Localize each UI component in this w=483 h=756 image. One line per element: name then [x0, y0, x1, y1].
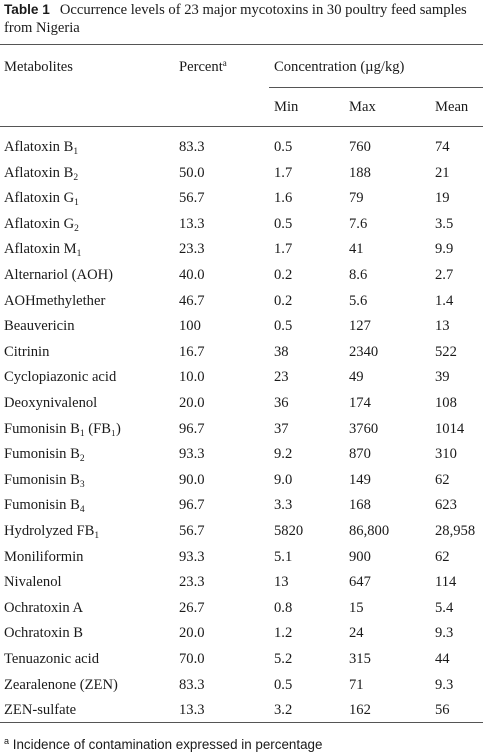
- metabolite-name-text: Fumonisin B: [4, 420, 80, 437]
- cell-max: 315: [349, 651, 371, 667]
- header-metabolites: Metabolites: [4, 59, 73, 75]
- cell-max: 168: [349, 497, 371, 514]
- metabolite-name: [4, 368, 116, 386]
- cell-mean: 62: [435, 471, 450, 488]
- metabolite-subscript: 2: [73, 172, 79, 183]
- table-caption-text: Occurrence levels of 23 major mycotoxins in 30 poultry feed samples from Nigeria: [4, 2, 467, 36]
- cell-min: 0.5: [274, 215, 293, 232]
- footnote-text: Incidence of contamination expressed in percentage: [12, 737, 323, 752]
- metabolite-name: [4, 599, 83, 617]
- metabolite-name: [4, 343, 49, 361]
- cell-mean: 9.9: [435, 241, 454, 258]
- cell-percent: 13.3: [179, 702, 205, 719]
- metabolite-name: [4, 624, 83, 642]
- cell-min: 0.2: [274, 292, 293, 309]
- cell-min: 1.7: [274, 164, 293, 181]
- metabolite-name-text: Fumonisin B: [4, 497, 80, 514]
- cell-percent: 50.0: [179, 164, 205, 181]
- cell-max: 3760: [349, 420, 379, 437]
- metabolite-name: [4, 164, 78, 182]
- cell-max: 188: [349, 164, 371, 181]
- cell-mean: 13: [435, 318, 450, 335]
- metabolite-name: [4, 317, 75, 335]
- cell-mean: 114: [435, 574, 457, 591]
- cell-max: 8.6: [349, 267, 368, 283]
- metabolite-abbreviation: (FB₁): [84, 420, 121, 437]
- metabolite-name-text: Beauvericin: [4, 318, 75, 335]
- cell-mean: 56: [435, 702, 450, 719]
- metabolite-name: [4, 471, 85, 489]
- metabolite-name: [4, 445, 85, 463]
- cell-percent: 90.0: [179, 471, 205, 488]
- bottom-rule: [0, 722, 483, 723]
- cell-max: 174: [349, 395, 371, 411]
- cell-percent: 56.7: [179, 190, 205, 207]
- metabolite-name: [4, 240, 81, 258]
- cell-mean: 522: [435, 343, 457, 360]
- metabolite-name-text: Aflatoxin B: [4, 139, 74, 155]
- metabolite-name-text: Citrinin: [4, 343, 50, 360]
- metabolite-name-text: Aflatoxin G: [4, 215, 75, 232]
- cell-mean: 44: [435, 651, 450, 667]
- cell-mean: 2.7: [435, 267, 454, 283]
- cell-mean: 5.4: [435, 599, 454, 616]
- cell-max: 5.6: [349, 292, 368, 309]
- cell-percent: 46.7: [179, 292, 205, 309]
- metabolite-name-text: AOHmethylether: [4, 292, 106, 309]
- cell-min: 37: [274, 420, 289, 437]
- metabolite-name: [4, 215, 79, 233]
- cell-mean: 19: [435, 190, 450, 207]
- cell-max: 647: [349, 574, 371, 591]
- metabolite-name: [4, 650, 99, 668]
- cell-min: 1.2: [274, 625, 293, 642]
- cell-percent: 40.0: [179, 267, 205, 283]
- cell-mean: 74: [435, 139, 450, 155]
- cell-mean: 28,958: [435, 523, 476, 539]
- cell-min: 0.8: [274, 599, 293, 616]
- cell-min: 36: [274, 395, 289, 411]
- cell-min: 23: [274, 369, 289, 386]
- metabolite-subscript: 1: [76, 249, 82, 260]
- cell-percent: 70.0: [179, 651, 205, 667]
- cell-max: 49: [349, 369, 364, 386]
- cell-mean: 623: [435, 497, 457, 514]
- header-mean: Mean: [435, 99, 469, 115]
- metabolite-name-text: Deoxynivalenol: [4, 395, 98, 411]
- header-percent: [179, 58, 227, 76]
- metabolite-name: [4, 394, 97, 412]
- cell-percent: 23.3: [179, 241, 205, 258]
- cell-mean: 9.3: [435, 676, 454, 693]
- metabolite-subscript: 1: [73, 147, 79, 157]
- metabolite-name: [4, 266, 113, 284]
- metabolite-name: [4, 292, 105, 310]
- cell-max: 162: [349, 702, 371, 719]
- cell-mean: 3.5: [435, 215, 454, 232]
- cell-percent: 83.3: [179, 676, 205, 693]
- header-min: Min: [274, 99, 299, 115]
- cell-percent: 100: [179, 318, 201, 335]
- cell-mean: 9.3: [435, 625, 454, 642]
- footnote-mark: a: [4, 736, 10, 746]
- cell-min: 0.5: [274, 139, 293, 155]
- metabolite-subscript: 2: [79, 454, 85, 465]
- metabolite-name: [4, 676, 118, 694]
- metabolite-name: [4, 701, 76, 719]
- metabolite-name-text: Aflatoxin M: [4, 241, 77, 258]
- cell-min: 0.5: [274, 676, 293, 693]
- cell-percent: 20.0: [179, 625, 205, 642]
- cell-min: 3.2: [274, 702, 293, 719]
- metabolite-name-text: Tenuazonic acid: [4, 651, 100, 667]
- metabolite-name: [4, 420, 121, 438]
- metabolite-subscript: 2: [74, 223, 79, 234]
- metabolite-name-text: Ochratoxin B: [4, 625, 84, 642]
- cell-mean: 39: [435, 369, 450, 386]
- metabolite-name-text: ZEN-sulfate: [4, 702, 77, 719]
- metabolite-name: [4, 189, 79, 207]
- cell-min: 1.7: [274, 241, 293, 258]
- metabolite-subscript: 1: [94, 531, 100, 541]
- cell-max: 15: [349, 599, 364, 616]
- cell-max: 71: [349, 676, 364, 693]
- header-concentration: Concentration (µg/kg): [274, 59, 405, 75]
- metabolite-name-text: Aflatoxin G: [4, 190, 75, 207]
- cell-min: 13: [274, 574, 289, 591]
- cell-percent: 83.3: [179, 139, 205, 155]
- cell-mean: 1.4: [435, 292, 454, 309]
- cell-max: 127: [349, 318, 371, 335]
- cell-percent: 56.7: [179, 523, 205, 539]
- cell-min: 5.2: [274, 651, 293, 667]
- cell-mean: 21: [435, 164, 450, 181]
- metabolite-name-text: Alternariol (AOH): [4, 267, 114, 283]
- metabolite-subscript: 3: [79, 479, 85, 490]
- cell-max: 900: [349, 548, 371, 565]
- metabolite-name-text: Zearalenone (ZEN): [4, 676, 118, 693]
- metabolite-name-text: Ochratoxin A: [4, 599, 84, 616]
- cell-percent: 20.0: [179, 395, 205, 411]
- cell-min: 9.0: [274, 471, 293, 488]
- header-percent-label: Percent: [179, 59, 223, 75]
- cell-min: 0.2: [274, 267, 293, 283]
- cell-percent: 10.0: [179, 369, 205, 386]
- cell-percent: 23.3: [179, 574, 205, 591]
- metabolite-name-text: Moniliformin: [4, 548, 84, 565]
- cell-min: 9.2: [274, 446, 293, 463]
- cell-mean: 310: [435, 446, 457, 463]
- metabolite-name: [4, 573, 62, 591]
- cell-percent: 96.7: [179, 420, 205, 437]
- cell-max: 24: [349, 625, 364, 642]
- cell-percent: 26.7: [179, 599, 205, 616]
- cell-min: 1.6: [274, 190, 293, 207]
- cell-percent: 13.3: [179, 215, 205, 232]
- metabolite-subscript: 1: [74, 198, 79, 209]
- cell-max: 7.6: [349, 215, 368, 232]
- cell-mean: 1014: [435, 420, 465, 437]
- cell-max: 149: [349, 471, 371, 488]
- metabolite-subscript: 4: [79, 505, 85, 516]
- metabolite-name: [4, 138, 78, 156]
- cell-min: 0.5: [274, 318, 293, 335]
- cell-max: 41: [349, 241, 364, 258]
- cell-max: 2340: [349, 343, 379, 360]
- metabolite-name-text: Cyclopiazonic acid: [4, 369, 117, 386]
- cell-max: 870: [349, 446, 371, 463]
- metabolite-name-text: Aflatoxin B: [4, 164, 74, 181]
- metabolite-name: [4, 496, 85, 514]
- metabolite-name-text: Nivalenol: [4, 574, 62, 591]
- metabolite-name: [4, 522, 99, 540]
- table-label: Table 1: [4, 2, 50, 17]
- cell-min: 3.3: [274, 497, 293, 514]
- header-max: Max: [349, 99, 376, 115]
- metabolite-name-text: Hydrolyzed FB: [4, 523, 95, 539]
- cell-min: 5.1: [274, 548, 293, 565]
- metabolite-name-text: Fumonisin B: [4, 446, 80, 463]
- cell-percent: 16.7: [179, 343, 205, 360]
- table-caption: [4, 1, 478, 37]
- cell-max: 79: [349, 190, 364, 207]
- metabolite-subscript: 1: [79, 428, 85, 439]
- cell-max: 760: [349, 139, 371, 155]
- cell-min: 5820: [274, 523, 304, 539]
- top-rule: [0, 44, 483, 45]
- cell-max: 86,800: [349, 523, 390, 539]
- cell-percent: 93.3: [179, 446, 205, 463]
- metabolite-name-text: Fumonisin B: [4, 471, 80, 488]
- cell-percent: 96.7: [179, 497, 205, 514]
- header-rule: [0, 126, 483, 127]
- concentration-rule: [269, 87, 483, 88]
- cell-mean: 62: [435, 548, 450, 565]
- cell-percent: 93.3: [179, 548, 205, 565]
- cell-mean: 108: [435, 395, 457, 411]
- cell-min: 38: [274, 343, 289, 360]
- footnote-mark: a: [222, 58, 227, 68]
- metabolite-name: [4, 548, 83, 566]
- footnote: [4, 736, 322, 754]
